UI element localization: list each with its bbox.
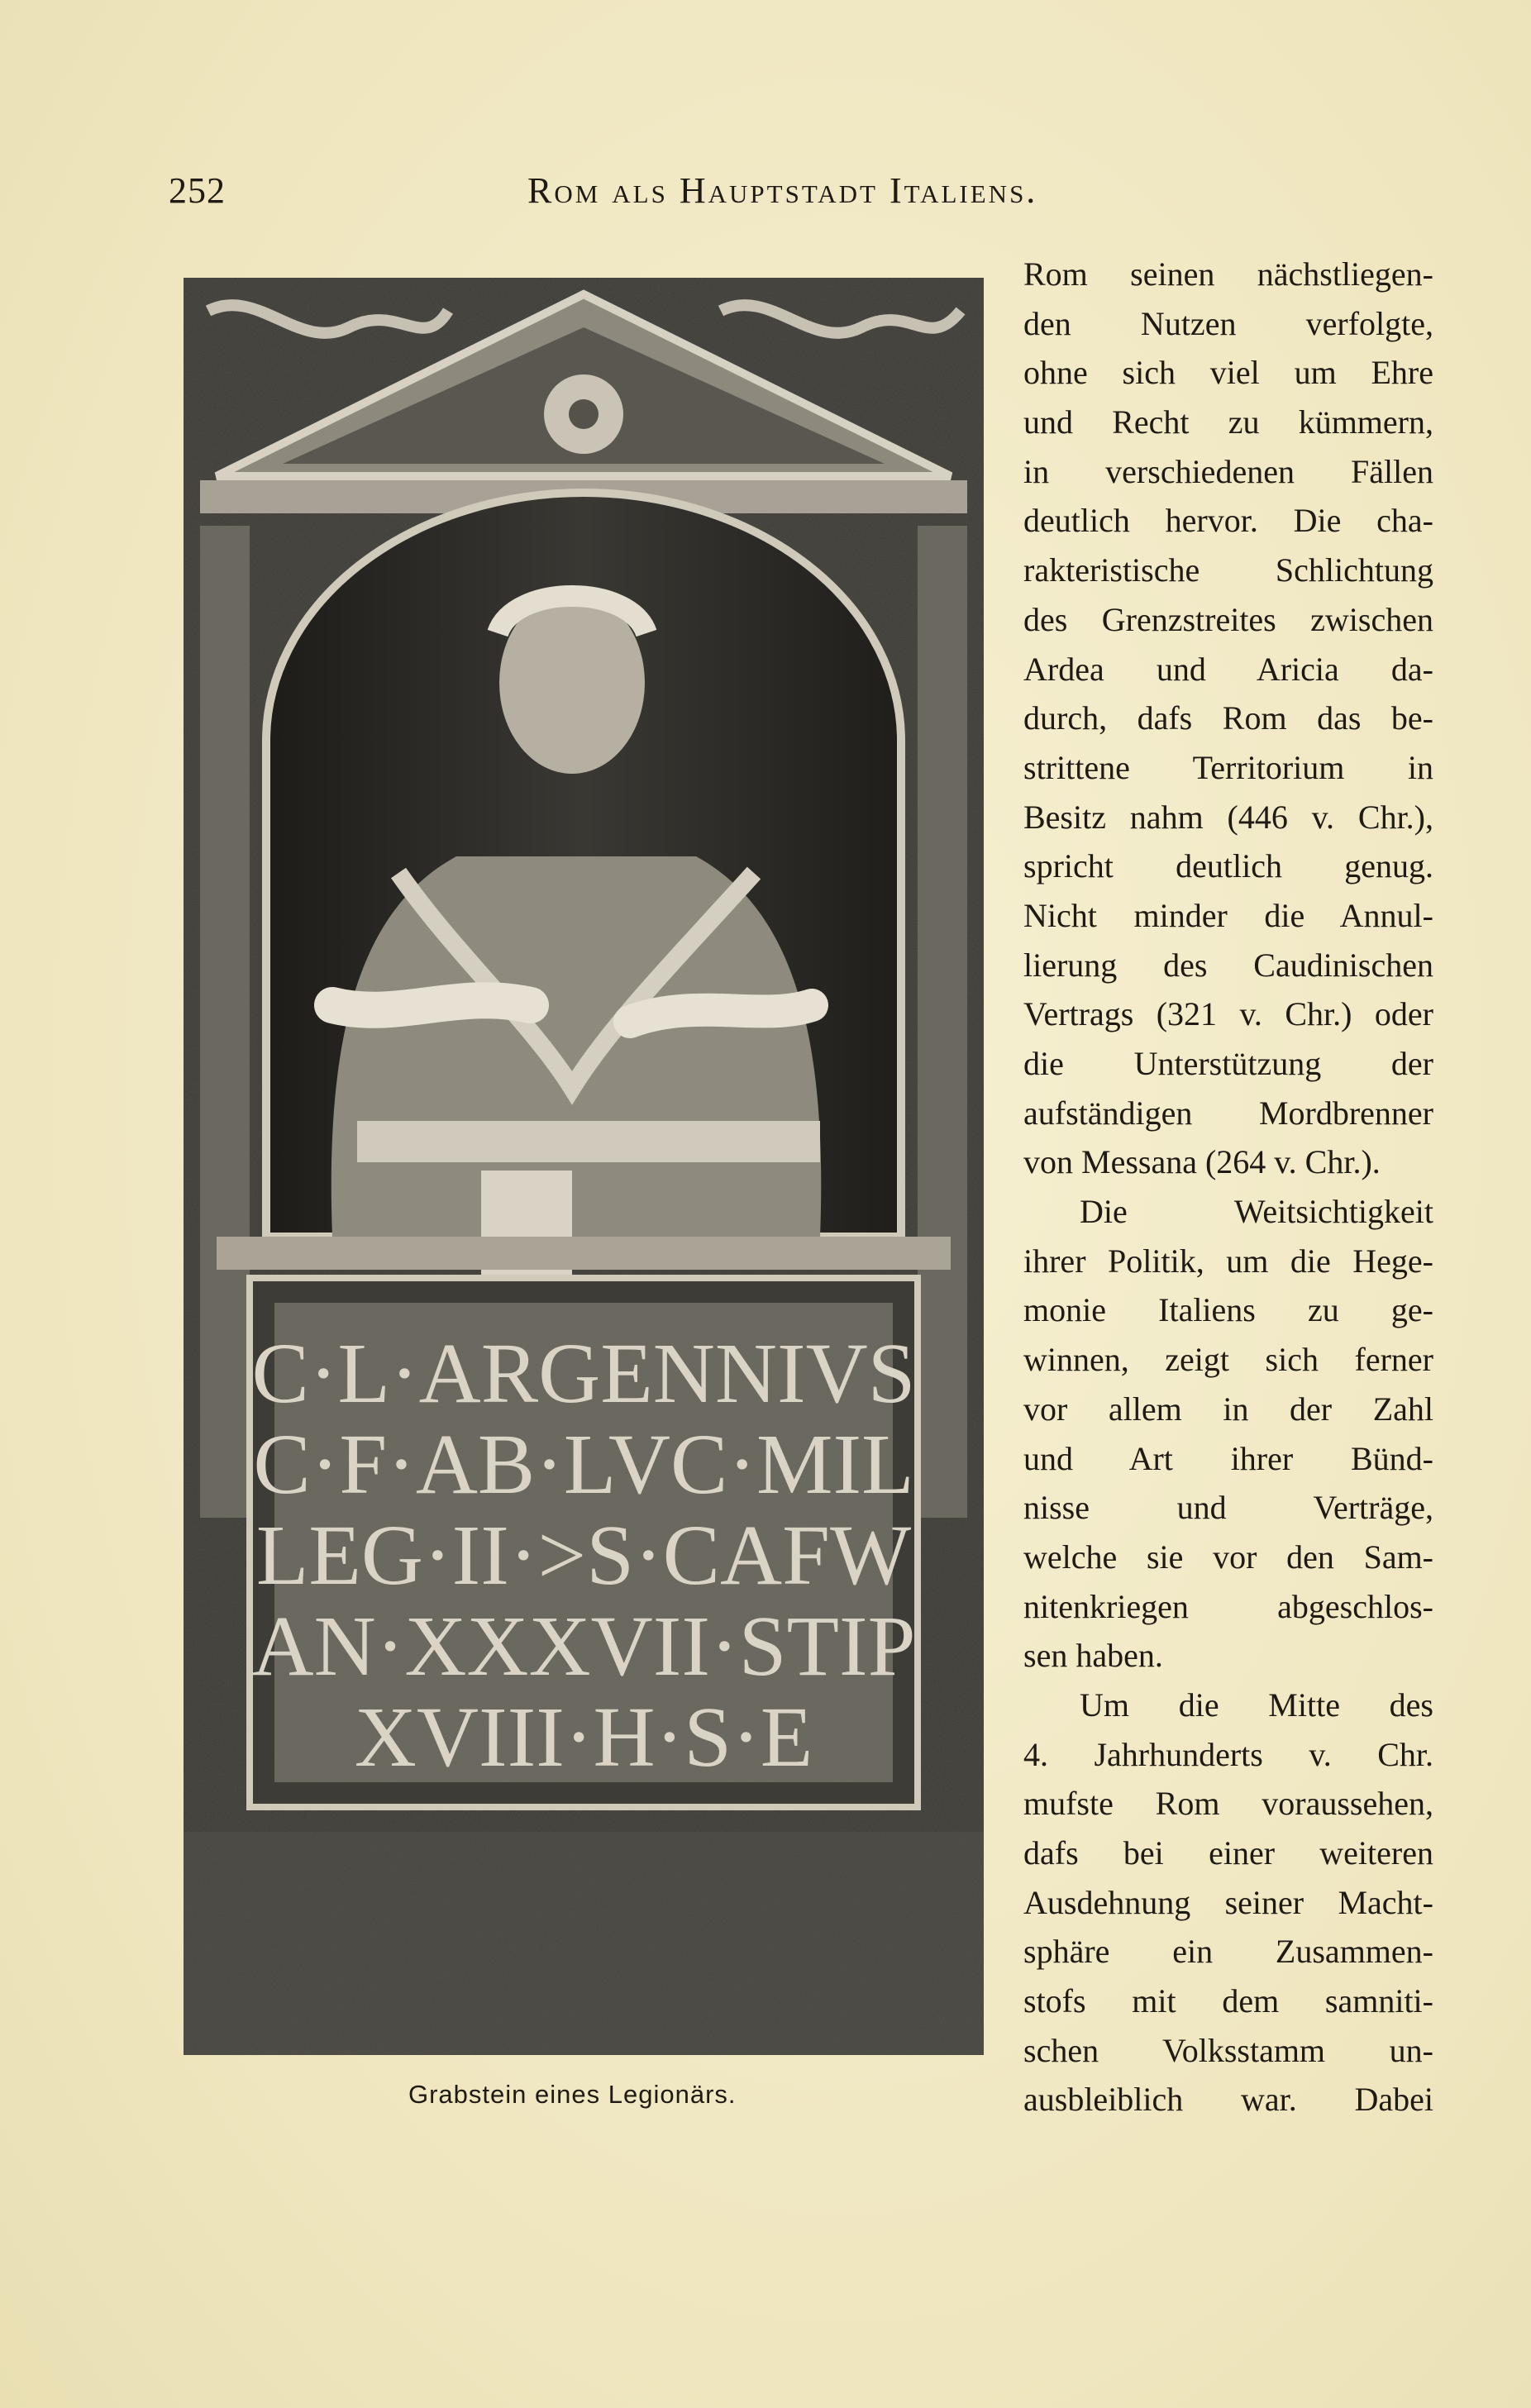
text-line: vor allem in der Zahl: [1023, 1390, 1433, 1428]
text-line: mufste Rom voraussehen,: [1023, 1785, 1433, 1823]
text-line: Nicht minder die Annul-: [1023, 896, 1433, 934]
text-line: Die Weitsichtigkeit: [1080, 1193, 1433, 1231]
text-line: schen Volksstamm un-: [1023, 2031, 1433, 2069]
running-head: Rom als Hauptstadt Italiens.: [527, 170, 1038, 211]
body-text-column: [1023, 250, 1433, 2124]
tombstone-plate: [184, 278, 984, 2055]
inscription-line-3: LEG·II·>S·CAFW: [255, 1508, 912, 1603]
text-line: ausbleiblich war. Dabei: [1023, 2081, 1433, 2119]
inscription-line-5: XVIII·H·S·E: [354, 1690, 813, 1785]
text-line: und Art ihrer Bünd-: [1023, 1439, 1433, 1477]
text-line: Vertrags (321 v. Chr.) oder: [1023, 995, 1433, 1033]
text-line: aufständigen Mordbrenner: [1023, 1094, 1433, 1132]
text-line: sphäre ein Zusammen-: [1023, 1933, 1433, 1971]
text-line: in verschiedenen Fällen: [1023, 452, 1433, 490]
inscription-line-4: AN·XXXVII·STIP: [251, 1599, 916, 1694]
figure-caption: Grabstein eines Legionärs.: [408, 2080, 737, 2109]
text-line: strittene Territorium in: [1023, 748, 1433, 786]
text-line: des Grenzstreites zwischen: [1023, 600, 1433, 638]
text-line: rakteristische Schlichtung: [1023, 551, 1433, 589]
text-line: Besitz nahm (446 v. Chr.),: [1023, 798, 1433, 836]
text-line: durch, dafs Rom das be-: [1023, 699, 1433, 737]
text-line: monie Italiens zu ge-: [1023, 1291, 1433, 1329]
text-line: sen haben.: [1023, 1637, 1163, 1675]
tombstone-photo: [184, 278, 984, 2055]
text-line: nisse und Verträge,: [1023, 1489, 1433, 1527]
text-line: winnen, zeigt sich ferner: [1023, 1341, 1433, 1379]
text-line: deutlich hervor. Die cha-: [1023, 502, 1433, 540]
text-line: von Messana (264 v. Chr.).: [1023, 1143, 1381, 1181]
page-number: 252: [169, 170, 226, 211]
inscription-line-2: C·F·AB·LVC·MIL: [253, 1417, 914, 1512]
text-line: Um die Mitte des: [1080, 1686, 1433, 1724]
text-line: Ausdehnung seiner Macht-: [1023, 1883, 1433, 1921]
text-line: ihrer Politik, um die Hege-: [1023, 1242, 1433, 1280]
text-line: Ardea und Aricia da-: [1023, 650, 1433, 688]
text-line: welche sie vor den Sam-: [1023, 1538, 1433, 1576]
text-line: nitenkriegen abgeschlos-: [1023, 1587, 1433, 1625]
text-line: dafs bei einer weiteren: [1023, 1834, 1433, 1872]
text-line: ohne sich viel um Ehre: [1023, 354, 1433, 392]
text-line: stofs mit dem samniti-: [1023, 1982, 1433, 2020]
text-line: 4. Jahrhunderts v. Chr.: [1023, 1735, 1433, 1773]
text-line: und Recht zu kümmern,: [1023, 403, 1433, 441]
text-line: den Nutzen verfolgte,: [1023, 304, 1433, 342]
text-line: die Unterstützung der: [1023, 1045, 1433, 1082]
text-line: lierung des Caudinischen: [1023, 946, 1433, 984]
text-line: Rom seinen nächstliegen-: [1023, 255, 1433, 293]
inscription-line-1: C·L·ARGENNIVS: [251, 1326, 916, 1421]
text-line: spricht deutlich genug.: [1023, 847, 1433, 885]
